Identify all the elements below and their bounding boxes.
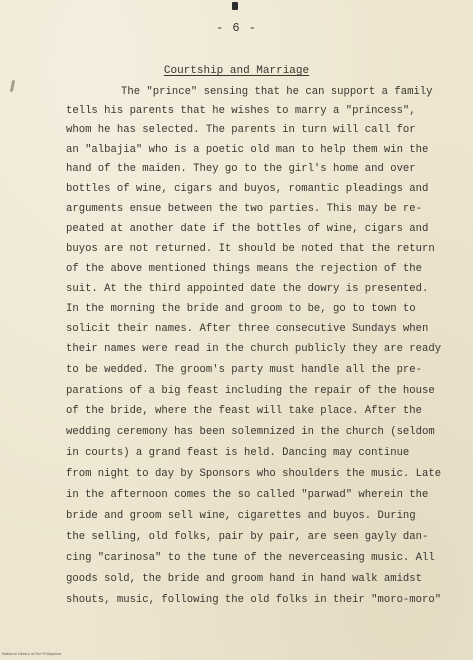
text-line: whom he has selected. The parents in turn will call for (66, 124, 416, 136)
text-line: shouts, music, following the old folks in their "moro-moro" (66, 594, 442, 606)
page-number: - 6 - (215, 21, 257, 35)
text-line: bottles of wine, cigars and buyos, romantic pleadings and (66, 183, 429, 195)
text-line: suit. At the third appointed date the dowry is presented. (66, 283, 429, 295)
text-line: bride and groom sell wine, cigarettes and buyos. During (66, 510, 416, 522)
text-line: wedding ceremony has been solemnized in the church (seldom (66, 426, 435, 438)
text-line: parations of a big feast including the repair of the house (66, 385, 435, 397)
text-line: The "prince" sensing that he can support a family (121, 86, 433, 98)
text-line: of the above mentioned things means the rejection of the (66, 263, 423, 275)
section-title-text: Courtship and Marriage (163, 65, 310, 77)
text-line: tells his parents that he wishes to marry a "princess", (66, 105, 416, 117)
text-line: arguments ensue between the two parties. This may be re- (66, 203, 423, 215)
text-line: In the morning the bride and groom to be, go to town to (66, 303, 416, 315)
text-line: goods sold, the bride and groom hand in hand walk amidst (66, 573, 423, 585)
text-line: in the afternoon comes the so called "parwad" wherein the (66, 489, 429, 501)
text-line: solicit their names. After three consecutive Sundays when (66, 323, 429, 335)
text-line: peated at another date if the bottles of wine, cigars and (66, 223, 429, 235)
text-line: to be wedded. The groom's party must handle all the pre- (66, 364, 423, 376)
footer-source: National Library of the Philippines (2, 652, 62, 656)
text-line: buyos are not returned. It should be noted that the return (66, 243, 435, 255)
text-line: the selling, old folks, pair by pair, are seen gayly dan- (66, 531, 429, 543)
text-line: of the bride, where the feast will take place. After the (66, 405, 423, 417)
text-line: an "albajia" who is a poetic old man to help them win the (66, 144, 429, 156)
text-line: their names were read in the church publicly they are ready (66, 343, 442, 355)
text-line: cing "carinosa" to the tune of the neverceasing music. All (66, 552, 435, 564)
text-line: hand of the maiden. They go to the girl's home and over (66, 163, 416, 175)
text-line: from night to day by Sponsors who shoulders the music. Late (66, 468, 442, 480)
text-line: in courts) a grand feast is held. Dancing may continue (66, 447, 410, 459)
